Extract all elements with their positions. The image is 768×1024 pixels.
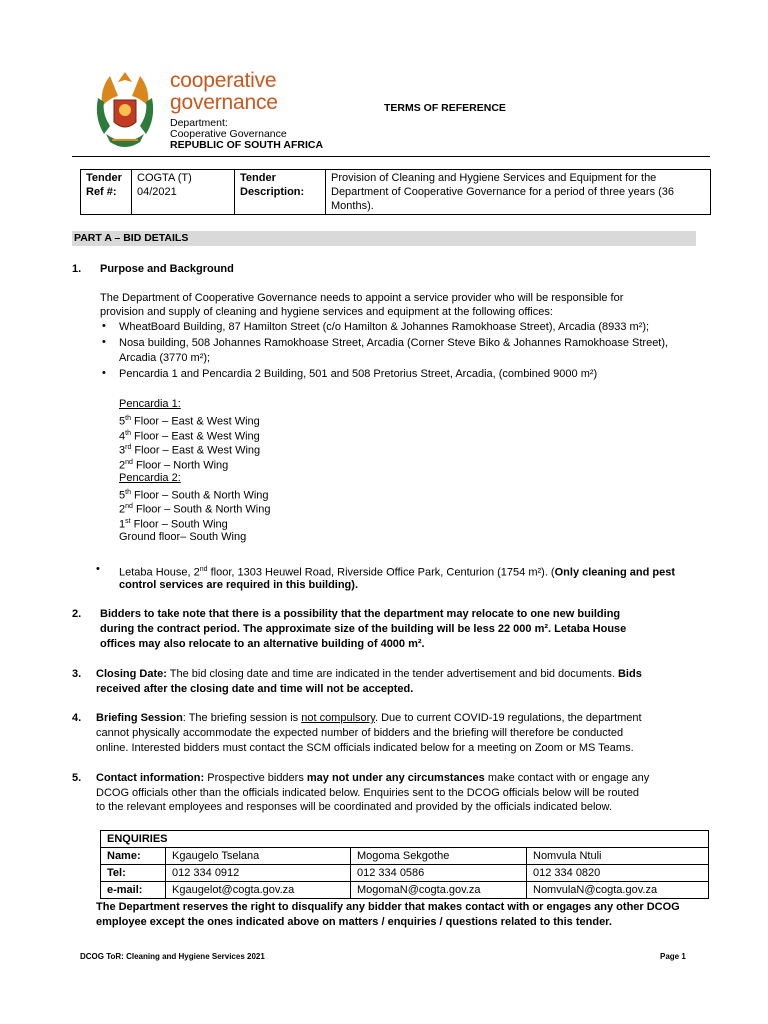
tender-info-table	[80, 169, 711, 215]
section-4-number: 4.	[72, 712, 82, 724]
table-row	[101, 865, 709, 882]
table-row	[101, 848, 709, 865]
bullet-icon: •	[102, 320, 106, 332]
section-3-line-2: received after the closing date and time will not be accepted.	[96, 683, 414, 695]
pencardia-1-floor: 2nd Floor – North Wing	[119, 459, 229, 472]
country-name: REPUBLIC OF SOUTH AFRICA	[170, 139, 324, 151]
pencardia-1-floor: 5th Floor – East & West Wing	[119, 415, 260, 428]
coat-of-arms-icon	[90, 68, 160, 154]
brand-line-2: governance	[170, 91, 278, 114]
section-3-number: 3.	[72, 668, 82, 680]
contact-name: Mogoma Sekgothe	[351, 848, 527, 865]
office-bullet-2a: Nosa building, 508 Johannes Ramokhoase Street, Arcadia (Corner Steve Biko & Johannes Ramokhoase Street),	[119, 337, 669, 349]
part-a-heading: PART A – BID DETAILS	[72, 231, 696, 246]
section-5-line-3: to the relevant employees and responses will be coordinated and provided by the officials indicated below.	[96, 801, 612, 813]
bullet-icon: •	[102, 367, 106, 379]
enquiries-table	[100, 830, 709, 899]
section-2-line-3: offices may also relocate to an alternative building of 4000 m².	[100, 638, 425, 650]
section-5-line-2: DCOG officials other than the officials indicated below. Enquiries sent to the DCOG officials below will be routed	[96, 787, 639, 799]
bullet-icon: •	[102, 336, 106, 348]
tender-desc-label: Tender Description:	[235, 170, 326, 215]
contact-tel: 012 334 0820	[527, 865, 709, 882]
contact-email: NomvulaN@cogta.gov.za	[527, 882, 709, 899]
footer-page-number: Page 1	[660, 952, 686, 961]
name-label: Name:	[101, 848, 166, 865]
section-2-line-2: during the contract period. The approximate size of the building will be less 22 000 m². Letaba House	[100, 623, 627, 635]
contact-email: Kgaugelot@cogta.gov.za	[166, 882, 351, 899]
pencardia-1-floor: 3rd Floor – East & West Wing	[119, 444, 261, 457]
contact-tel: 012 334 0912	[166, 865, 351, 882]
tender-ref-value: COGTA (T) 04/2021	[132, 170, 235, 215]
disclaimer-line-1: The Department reserves the right to disqualify any bidder that makes contact with or engages any other DCOG	[96, 901, 680, 913]
bullet-icon: •	[96, 563, 100, 575]
letaba-house-line-1: Letaba House, 2nd floor, 1303 Heuwel Road, Riverside Office Park, Centurion (1754 m²). (Only cleaning and pest	[119, 566, 676, 579]
tel-label: Tel:	[101, 865, 166, 882]
section-4-line-2: cannot physically accommodate the expected number of bidders and the briefing will therefore be conducted	[96, 727, 624, 739]
section-5-number: 5.	[72, 772, 82, 784]
pencardia-2-floor: 1st Floor – South Wing	[119, 518, 228, 531]
tender-desc-value: Provision of Cleaning and Hygiene Services and Equipment for the Department of Cooperative Governance for a period of three years (36 Months).	[326, 170, 711, 215]
department-name: Cooperative Governance	[170, 128, 287, 140]
department-label: Department:	[170, 117, 228, 129]
section-1-intro-1: The Department of Cooperative Governance needs to appoint a service provider who will be responsible for	[100, 292, 624, 304]
section-4-line-1: Briefing Session: The briefing session is not compulsory. Due to current COVID-19 regulations, the department	[96, 712, 642, 724]
disclaimer-line-2: employee except the ones indicated above on matters / enquiries / questions related to this tender.	[96, 916, 612, 928]
letaba-house-line-2: control services are required in this building).	[119, 579, 358, 591]
contact-tel: 012 334 0586	[351, 865, 527, 882]
enquiries-heading: ENQUIRIES	[101, 831, 709, 848]
header-divider	[72, 156, 710, 157]
section-5-line-1: Contact information: Prospective bidders may not under any circumstances make contact with or engage any	[96, 772, 650, 784]
tender-ref-label: Tender Ref #:	[81, 170, 132, 215]
email-label: e-mail:	[101, 882, 166, 899]
section-4-line-3: online. Interested bidders must contact the SCM officials indicated below for a meeting on Zoom or MS Teams.	[96, 742, 634, 754]
section-2-number: 2.	[72, 608, 82, 620]
office-bullet-3: Pencardia 1 and Pencardia 2 Building, 501 and 508 Pretorius Street, Arcadia, (combined 9000 m²)	[119, 368, 598, 380]
office-bullet-1: WheatBoard Building, 87 Hamilton Street (c/o Hamilton & Johannes Ramokhoase Street), Arcadia (8933 m²);	[119, 321, 650, 333]
section-1-intro-2: provision and supply of cleaning and hygiene services and equipment at the following offices:	[100, 306, 553, 318]
table-row	[101, 882, 709, 899]
pencardia-1-heading: Pencardia 1:	[119, 398, 181, 410]
pencardia-2-floor: Ground floor– South Wing	[119, 531, 247, 543]
contact-name: Nomvula Ntuli	[527, 848, 709, 865]
contact-name: Kgaugelo Tselana	[166, 848, 351, 865]
contact-email: MogomaN@cogta.gov.za	[351, 882, 527, 899]
footer-document-name: DCOG ToR: Cleaning and Hygiene Services 2021	[80, 952, 265, 961]
section-2-line-1: Bidders to take note that there is a possibility that the department may relocate to one new building	[100, 608, 621, 620]
section-1-title: Purpose and Background	[100, 263, 234, 275]
pencardia-1-floor: 4th Floor – East & West Wing	[119, 430, 260, 443]
pencardia-2-floor: 2nd Floor – South & North Wing	[119, 503, 271, 516]
pencardia-2-heading: Pencardia 2:	[119, 472, 181, 484]
pencardia-2-floor: 5th Floor – South & North Wing	[119, 489, 269, 502]
office-bullet-2b: Arcadia (3770 m²);	[119, 352, 211, 364]
section-3-line-1: Closing Date: The bid closing date and time are indicated in the tender advertisement and bid documents. Bids	[96, 668, 642, 680]
document-title: TERMS OF REFERENCE	[384, 102, 506, 114]
section-1-number: 1.	[72, 263, 82, 275]
brand-line-1: cooperative	[170, 69, 277, 92]
